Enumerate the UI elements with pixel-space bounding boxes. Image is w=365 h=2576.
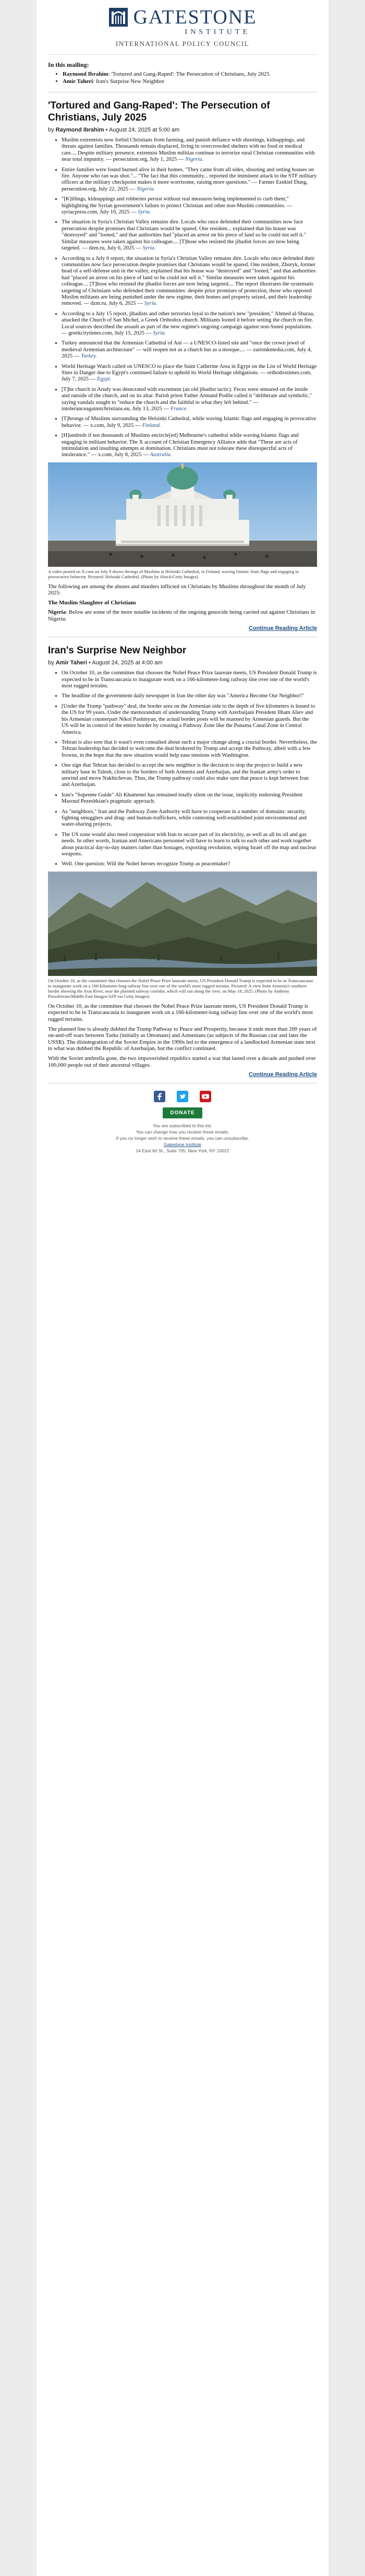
section-subhead: The Muslim Slaughter of Christians — [48, 600, 137, 606]
article-date: • August 24, 2025 at 4:00 am — [87, 660, 163, 666]
continue-reading-link[interactable]: Continue Reading Article — [249, 1071, 317, 1078]
toc-heading: In this mailing: — [48, 61, 89, 68]
toc-list — [48, 71, 317, 85]
helsinki-cathedral-photo — [48, 462, 317, 567]
body-paragraph: The planned line is already dubbed the Trump Pathway to Peace and Prosperity, because it ends more than 200 years of on-and-off wars between Turks (initially as Ottomans) and Armenians (as subjects of the Russian czar and later the USSR). The disintegration of the Soviet Empire in the 1990s led to the emergence of a landlocked Armenian state next to what was dubbed the Republic of Azerbaijan, but the conflict continued. — [48, 1025, 317, 1052]
summary-text: [T]hrongs of Muslims surrounding the Helsinki Cathedral, while waving Islamic flags and engaging in provocative behavior. — x.com, July 9, 2025 — — [62, 416, 317, 428]
country-tag: Syria. — [153, 330, 166, 336]
toc-title: : Iran's Surprise New Neighbor — [93, 78, 165, 85]
footer-line[interactable]: You can change how you receive these emails. — [136, 1129, 229, 1135]
country-tag: Nigeria. — [136, 186, 155, 192]
toc-author: Raymond Ibrahim — [63, 71, 108, 77]
summary-item — [62, 387, 317, 413]
country-tag: Syria. — [138, 209, 151, 216]
summary-item — [62, 256, 317, 307]
article-title[interactable]: 'Tortured and Gang-Raped': The Persecution of Christians, July 2025 — [48, 100, 270, 123]
facebook-icon[interactable] — [154, 1091, 165, 1102]
summary-text: According to a July 6 report, the situation in Syria's Christian Valley remains dire. Locals who once defended their communities now face persecution despite promises that Christians would be spared. One resident, Zhoryk, former head of a self-defense unit in the valley, explained that his house was "destroyed" and "looted," and that authorities had "placed an arrest on his piece of land so he could not sell it." Similar measures were taken against his colleague.... [T]hose who resisted the jihadist forces are now being targeted.... The report illustrates the systematic targeting of Christians who defended their communities: despite prior promises of protection, those who opposed Muslim militants are being punished under the new regime, their homes and property seized, and their leadership removed. — dzm.ru, July 6, 2025 — — [62, 255, 316, 307]
summary-item: • [Under the Trump "pathway" deal, the border area on the Armenian side to the depth of five kilometers is leased to the US for 99 years. Under the memorandum of understanding Trump with Azerbaijani President Ilham Aliev and his Armenian counterpart Nikol Pashinyan, the actual border posts will be manned by Armenian guards. But the US will be in control of the entire border by creating a Pathway Zone like the Panama Canal Zone in Central America. — [62, 703, 317, 736]
country-tag: Australia. — [150, 452, 172, 458]
byline-by: by — [48, 660, 54, 666]
summary-list — [48, 670, 317, 868]
article-iran-neighbor — [48, 637, 317, 1078]
summary-item: • The headline of the government daily newspaper in Iran the other day was "America Become Our Neighbor!" — [62, 693, 317, 699]
logo-subtitle: INSTITUTE — [185, 28, 250, 36]
donate-button[interactable]: DONATE — [163, 1107, 202, 1118]
nigeria-label: Nigeria — [48, 609, 66, 616]
summary-item — [62, 167, 317, 193]
masthead — [48, 0, 317, 55]
author-name[interactable]: Amir Taheri — [55, 660, 87, 666]
youtube-icon[interactable] — [200, 1091, 211, 1102]
country-tag: Turkey. — [81, 353, 97, 360]
toc-item[interactable] — [63, 71, 317, 78]
byline — [48, 660, 317, 666]
country-tag: Syria. — [144, 301, 157, 307]
article-persecution — [48, 92, 317, 631]
summary-text: Muslim extremists now forbid Christians from farming, and punish defiance with shootings, kidnappings, and threats against families. Thousands remain displaced, living in overcrowded shelters with no food or medical care.... Despite military presence, extremist Muslim militias continue to terrorize rural Christian communities with near total impunity. — persecution.org, July 1, 2025 — — [62, 137, 315, 163]
summary-text: World Heritage Watch called on UNESCO to place the Saint Catherine Area in Egypt on the List of World Heritage Sites in Danger due to Egypt's continued failure to uphold its World Heritage obligations. — orthodoxtimes.com, July 7, 2025 — — [62, 363, 317, 383]
summary-item — [62, 219, 317, 252]
summary-item — [62, 137, 317, 163]
summary-item: • The US zone would also need cooperation with Iran to secure part of its electricity, as well as all its oil and gas needs. In other words, Iranian and Americans personnel will have to learn to talk to each other and work together about practical day-to-day matters rather than hostages, exporting revolution, wiping Israel off the map and nuclear weapons. — [62, 832, 317, 858]
nigeria-text: : Below are some of the more notable incidents of the ongoing genocide being carried out against Christians in Nigeria: — [48, 609, 315, 622]
summary-item — [62, 364, 317, 383]
summary-text: The situation in Syria's Christian Valley remains dire. Locals who once defended their communities now face persecution despite promises that Christians would be spared. One resident... explained that his house was "destroyed" and "looted," and that authorities had "placed an arrest on his piece of land so he could not sell it." Similar measures were taken against his colleague.... [T]hose who resisted the jihadist forces are now being targeted. — dzm.ru, July 6, 2025 — — [62, 219, 306, 252]
armenia-border-photo — [48, 872, 317, 976]
nigeria-paragraph — [48, 609, 317, 622]
newsletter-sheet — [36, 0, 328, 2576]
summary-list — [48, 137, 317, 459]
summary-item — [62, 196, 317, 216]
logo[interactable] — [48, 7, 317, 27]
author-name[interactable]: Raymond Ibrahim — [55, 127, 104, 133]
summary-item — [62, 311, 317, 337]
summary-item: • On October 10, as the committee that chooses the Nobel Peace Prize laureate meets, US President Donald Trump is expected to be in Transcaucasia to inaugurate work on a 166-kilometer-long railway line over one of the world's most rugged terrains. — [62, 670, 317, 689]
country-tag: France. — [170, 406, 188, 412]
summary-item: • Tehran is also sore that it wasn't even consulted about such a major change along a crucial border. Nevertheless, the Tehran leadership has decided to welcome the deal brokered by Trump and accept the Pathway, albeit with a few frowns, in the hope that the new situation would help ease tensions with Washington. — [62, 740, 317, 759]
body-paragraph: On October 10, as the committee that chooses the Nobel Peace Prize laureate meets, US President Donald Trump is expected to be in Transcaucasia to inaugurate work on a 166-kilometer-long railway line over one of the world's most rugged terrains. — [48, 1003, 313, 1022]
social-links — [48, 1091, 317, 1102]
summary-text: [H]undreds if not thousands of Muslims encircle[ed] Melbourne's cathedral while waving Islamic flags and engaging in militant behavior. The X account of Christian Emergency Alliance adds that "These are acts of intimidation and insulting attempts at domination. Christians must not tolerate these disrespectful acts of intolerance." — x.com, July 8, 2025 — — [62, 433, 299, 458]
footer-line[interactable]: If you no longer wish to receive these emails, you can unsubscribe. — [116, 1136, 249, 1141]
footer-text — [48, 1123, 317, 1154]
photo-caption: A video posted on X.com on July 9 shows throngs of Muslims at Helsinki Cathedral, in Finland, waving Islamic State flags and engaging in provocative behavior. Pictured: Helsinki Cathedral. (Photo by iStock/Getty Images) — [48, 568, 299, 579]
article-title[interactable]: Iran's Surprise New Neighbor — [48, 645, 187, 657]
continue-reading-link[interactable]: Continue Reading Article — [249, 625, 317, 632]
summary-text: Entire families were found burned alive in their homes. "They came from all sides, shooting and setting houses on fire. Anyone who ran was shot."... "The fact that this community... reported the imminent attack to the STF military officers at the military checkpoint makes it more worrisome, raising more questions." — Farmer Ezekiel Dung, persecution.org, July 22, 2025 — — [62, 166, 317, 192]
country-tag: Nigeria. — [185, 157, 204, 163]
council-title: INTERNATIONAL POLICY COUNCIL — [115, 40, 250, 47]
photo-caption: On October 10, as the committee that chooses the Nobel Peace Prize laureate meets, US President Donald Trump is expected to be in Transcaucasia to inaugurate work on a 166-kilometer-long railway line over one of the world's most rugged terrains. Pictured: A view from Armenia's southern border showing the Aras River, near the planned railway corridor, which will run along the river, on May 18, 2025. (Photo by Anthony Pizzoferrato/Middle East Images/AFP via Getty Images) — [48, 977, 313, 999]
summary-item: • One sign that Tehran has decided to accept the new neighbor is the decision to stop the project to build a new military base in Talesh, close to the borders of both Armenia and Azerbaijan, and the Iranian army's order to unwind and move Nakhichevan. Thus, the Trump pathway could also make sure that peace is kept between Iran and Azerbaijan. — [62, 762, 317, 789]
footer-line: You are subscribed to this list. — [153, 1123, 212, 1129]
toc-author: Amir Taheri — [63, 78, 93, 85]
gate-logo-icon — [108, 7, 128, 27]
summary-item — [62, 340, 317, 360]
summary-item: • Well. One question: Will the Nobel heroes recognize Trump as peacemaker? — [62, 861, 317, 867]
summary-text: According to a July 15 report, jihadists and other terrorists loyal to the nation's new "president," Ahmed al-Sharaa, attacked the Church of San Michel, a Greek Orthodox church. Militants looted it before setting the church on fire. Local sources described the assault as part of the new regime's ongoing campaign against non-Sunni populations. — greekcitytimes.com, July 15, 2025 — — [62, 311, 314, 336]
summary-text: "[K]illings, kidnappings and robberies persist without real measures being implemented to curb them," highlighting the Syrian government's failure to protect Christian and other non-Muslim communities. — syriacpress.com, July 10, 2025 — — [62, 196, 293, 216]
summary-text: Turkey announced that the Armenian Cathedral of Ani — a UNESCO-listed site and "once the crown jewel of medieval Armenian architecture" — will reopen not as a church but as a mosque.... — zartonkmedia.com, July 4, 2025 — — [62, 340, 312, 360]
article-date: • August 24, 2025 at 5:00 am — [104, 127, 180, 133]
byline-by: by — [48, 127, 54, 133]
toc-item[interactable] — [63, 78, 317, 85]
summary-item: • As "neighbors," Iran and the Pathway Zone Authority will have to cooperate in a number of domains: security, fighting smugglers and drug- and human-traffickers, while contesting well-established joint environmental and water-sharing projects. — [62, 809, 317, 828]
body-paragraph: With the Soviet umbrella gone, the two impoverished republics started a war that lasted over a decade and pushed over 100,000 people out of their ancestral villages. — [48, 1055, 316, 1068]
country-tag: Finland. — [142, 422, 161, 428]
byline — [48, 127, 317, 133]
toc-title: : 'Tortured and Gang-Raped': The Persecution of Christians, July 2025 — [108, 71, 270, 77]
intro-paragraph: The following are among the abuses and murders inflicted on Christians by Muslims throughout the month of July 2025: — [48, 583, 306, 597]
logo-word: GATESTONE — [133, 6, 257, 28]
footer-address: 14 East 60 St., Suite 705, New York, NY 10022 — [136, 1148, 229, 1154]
table-of-contents — [48, 55, 317, 92]
summary-item: • Iran's "Supreme Guide" Ali Khamenei has remained totally silent on the issue, implicitly endorsing President Masoud Pezeshkian's pragmatic approach. — [62, 792, 317, 805]
org-link[interactable]: Gatestone Institute — [163, 1142, 202, 1148]
footer — [48, 1083, 317, 1170]
country-tag: Syria. — [142, 245, 156, 252]
summary-text: [T]he church in Arudy was desecrated with excrement (an old jihadist tactic). Feces were smeared on the inside and outside of the church, and on its altar. Parish priest Father Armand Podile called it "deliberate and symbolic," saying vandals sought to "reduce the church and the faithful to what they left behind." — intoleranceagainstchristians.eu, July 13, 2025 — — [62, 386, 312, 412]
summary-item — [62, 433, 317, 459]
twitter-icon[interactable] — [177, 1091, 188, 1102]
country-tag: Egypt. — [96, 376, 112, 383]
summary-item — [62, 416, 317, 429]
